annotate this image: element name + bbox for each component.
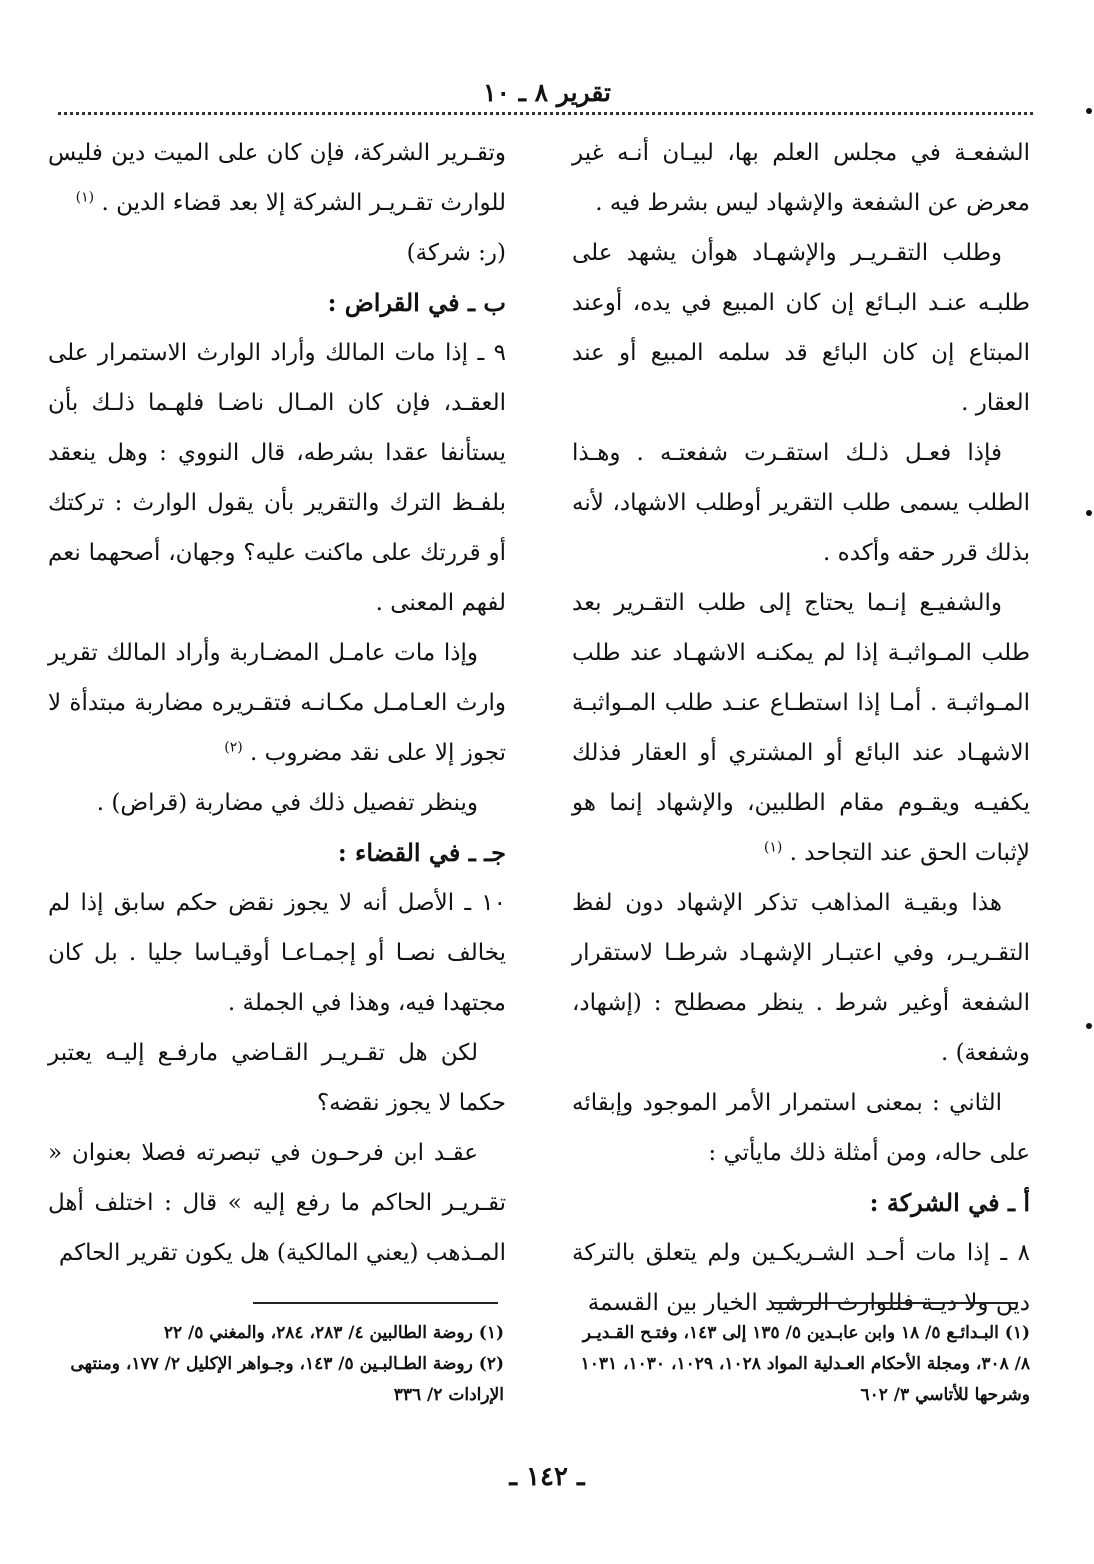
paragraph: [48, 128, 506, 228]
paragraph: [48, 628, 506, 778]
scan-mark: [1086, 1023, 1092, 1029]
paragraph: هذا وبقيـة المذاهب تذكر الإشهاد دون لفظ التقـريـر، وفي اعتبـار الإشهـاد شرطـا لاستقرار الشفعة أوغير شرط . ينظر مصطلح : (إشهاد، وشفعة) .: [572, 890, 1030, 1066]
footnote: (١) روضة الطالبين ٤/ ٢٨٣، ٢٨٤، والمغني ٥/ ٢٢: [163, 1323, 504, 1343]
running-head: تقرير ٨ ـ ١٠: [483, 78, 611, 107]
footnote: (٢) روضة الطـالبـين ٥/ ١٤٣، وجـواهر الإكليل ٢/ ١٧٧، ومنتهى الإرادات ٢/ ٣٣٦: [70, 1354, 504, 1405]
footnote-reference: (٢): [224, 739, 243, 756]
paragraph: وطلب التقـريـر والإشهـاد هوأن يشهد على طلبـه عنـد البـائع إن كان المبيع في يده، أوعند المبتاع إن كان البائع قد سلمه المبيع أو عند العقار .: [572, 240, 1030, 416]
paragraph-text: فإذا فعـل ذلـك استقـرت شفعتـه . وهـذا الطلب يسمى طلب التقرير أوطلب الاشهاد، لأنه بذلك قرر حقه وأكده .: [572, 440, 1030, 566]
paragraph: ٩ ـ إذا مات المالك وأراد الوارث الاستمرار على العقـد، فإن كان المـال ناضـا فلهـما ذلـك بأن يستأنفا عقدا بشرطه، قال النووي : وهل ينعقد بلفـظ الترك والتقرير بأن يقول الوارث : تركتك أو قررتك على ماكنت عليه؟ وجهان، أصحهما نعم لفهم المعنى .: [48, 340, 506, 616]
right-column: [572, 128, 1030, 1328]
footnote: (١) البـدائـع ٥/ ١٨ وابن عابـدين ٥/ ١٣٥ إلى ١٤٣، وفتـح القـديـر ٨/ ٣٠٨، ومجلة الأحكام العـدلية المواد ١٠٢٨، ١٠٢٩، ١٠٣٠، ١٠٣١ وشرحها للأتاسي ٣/ ٦٠٢: [580, 1323, 1030, 1405]
paragraph-text: وتقـرير الشركة، فإن كان على الميت دين فليس للوارث تقـريـر الشركة إلا بعد قضاء الدين .: [48, 140, 506, 216]
section-heading: أ ـ في الشركة :: [869, 1188, 1030, 1217]
scan-mark: [1086, 510, 1092, 516]
paragraph: عقـد ابن فرحـون في تبصرته فصلا بعنوان « تقـريـر الحاكم ما رفع إليه » قال : اختلف أهل المـذهب (يعني المالكية) هل يكون تقرير الحاكم: [48, 1140, 506, 1266]
footnotes-right: [572, 1318, 1030, 1411]
header-dotted-rule: [58, 112, 1033, 115]
page-number: ـ ١٤٢ ـ: [509, 1462, 585, 1492]
footnote-reference: (١): [763, 839, 783, 856]
paragraph: لكن هل تقـريـر القـاضي مارفـع إليـه يعتبر حكما لا يجوز نقضه؟: [48, 1040, 506, 1116]
left-column: [48, 128, 506, 1278]
paragraph: [572, 578, 1030, 878]
footnote-divider: [773, 1302, 1018, 1304]
paragraph: الشفعـة في مجلس العلم بها، لبيـان أنـه غير معرض عن الشفعة والإشهاد ليس بشرط فيه .: [572, 140, 1030, 216]
footnotes-left: [46, 1318, 504, 1411]
paragraph: [572, 428, 1030, 578]
paragraph: الثاني : بمعنى استمرار الأمر الموجود وإبقائه على حاله، ومن أمثلة ذلك مايأتي :: [572, 1090, 1030, 1166]
paragraph-text: والشفيـع إنـما يحتاج إلى طلب التقـرير بعد طلب المـواثبـة إذا لم يمكنـه الاشهـاد عند طلب المـواثبـة . أمـا إذا استطـاع عنـد طلب المـواثبـة الاشهـاد عند البائع أو المشتري أو العقار فذلك يكفيـه ويقـوم مقام الطلبين، والإشهاد إنما هو لإثبات الحق عند التجاحد .: [572, 590, 1030, 866]
section-heading: جـ ـ في القضاء :: [337, 838, 506, 867]
paragraph-text: وإذا مات عامـل المضـاربة وأراد المالك تقرير وارث العـامـل مكـانـه فتقـريره مضاربة مبتدأة لا تجوز إلا على نقد مضروب .: [48, 640, 506, 766]
paragraph: وينظر تفصيل ذلك في مضاربة (قراض) .: [96, 790, 478, 816]
paragraph: ١٠ ـ الأصل أنه لا يجوز نقض حكم سابق إذا لم يخالف نصـا أو إجمـاعـا أوقيـاسا جليا . بل كان مجتهدا فيه، وهذا في الجملة .: [48, 890, 506, 1016]
paragraph: ٨ ـ إذا مات أحـد الشـريكـين ولم يتعلق بالتركة دين ولا ديـة فللوارث الرشيد الخيار بين القسمة: [572, 1240, 1030, 1316]
footnote-divider: [253, 1302, 498, 1304]
scan-mark: [1086, 108, 1092, 114]
footnote-reference: (١): [75, 189, 95, 206]
section-heading: ب ـ في القراض :: [327, 288, 506, 317]
cross-reference: (ر: شركة): [406, 240, 506, 266]
